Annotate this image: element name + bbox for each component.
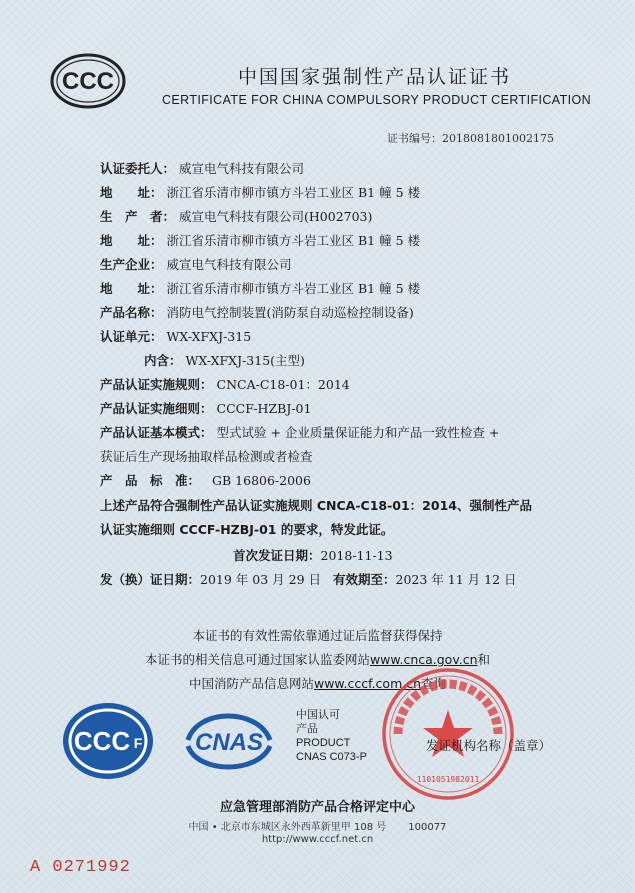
title-en: CERTIFICATE FOR CHINA COMPULSORY PRODUCT CERTIFICATION (162, 93, 592, 107)
mode-value-line1: 型式试验 + 企业质量保证能力和产品一致性检查 + (216, 425, 500, 440)
accred-line1: 中国认可 (296, 709, 340, 721)
issue-label: 发（换）证日期： (100, 572, 201, 587)
mode-row-2 (100, 447, 313, 465)
mode-value-line2: 获证后生产现场抽取样品检测或者检查 (100, 449, 313, 464)
org-address: 中国 • 北京市东城区永外西革新里甲 108 号 (188, 822, 387, 833)
factory-label: 生产企业： (100, 257, 163, 272)
notice-line3-prefix: 中国消防产品信息网站 (188, 676, 314, 691)
standard-label: 产 品 标 准： (100, 473, 201, 488)
cert-number-label: 证书编号： (387, 132, 442, 145)
factory-row (100, 255, 292, 273)
standard-value: GB 16806-2006 (212, 473, 311, 488)
unit-value: WX-XFXJ-315 (166, 329, 252, 344)
issue-row (100, 570, 517, 588)
mode-label: 产品认证基本模式： (100, 425, 213, 440)
org-address-line (0, 818, 635, 833)
address2-label: 地 址： (100, 233, 163, 248)
applicant-label: 认证委托人： (100, 161, 176, 176)
address2-row (100, 231, 420, 249)
cnas-logo-text: CNAS (194, 729, 264, 756)
accred-line2: 产品 (296, 723, 318, 735)
valid-value: 2023 年 11 月 12 日 (395, 572, 517, 587)
org-postcode: 100077 (408, 822, 447, 833)
address3-value: 浙江省乐清市柳市镇方斗岩工业区 B1 幢 5 楼 (166, 281, 421, 296)
serial-number: A 0271992 (30, 858, 131, 877)
rule-row (100, 375, 350, 393)
issue-value: 2019 年 03 月 29 日 (200, 572, 322, 587)
notice-line2-prefix: 本证书的相关信息可通过国家认监委网站 (144, 652, 370, 667)
cnca-link[interactable]: www.cnca.gov.cn (369, 652, 478, 667)
valid-label: 有效期至： (333, 572, 396, 587)
cnas-logo-icon (178, 700, 280, 780)
contains-label: 内含： (144, 353, 182, 368)
applicant-value: 威宣电气科技有限公司 (179, 161, 305, 176)
manufacturer-row (100, 207, 372, 225)
cccf-link[interactable]: www.cccf.com.cn (313, 676, 422, 691)
official-seal-icon (378, 664, 518, 804)
cccf-logo-f: F (133, 735, 143, 751)
ccc-logo-icon (48, 52, 128, 110)
statement-line1: 上述产品符合强制性产品认证实施规则 CNCA-C18-01：2014、强制性产品 (100, 498, 532, 513)
ccc-logo-text: CCC (62, 68, 114, 95)
notice-line3-suffix: 查询 (421, 676, 447, 691)
product-row (100, 303, 414, 321)
issuer-label: 发证机构名称（盖章） (426, 738, 552, 753)
seal-id-text: 1101051982011 (416, 775, 480, 784)
address1-value: 浙江省乐清市柳市镇方斗岩工业区 B1 幢 5 楼 (166, 185, 421, 200)
first-issue-value: 2018-11-13 (320, 548, 393, 563)
contains-row (144, 351, 305, 369)
statement-line2: 认证实施细则 CCCF-HZBJ-01 的要求，特发此证。 (100, 522, 394, 537)
detail-row (100, 399, 311, 417)
unit-label: 认证单元： (100, 329, 163, 344)
factory-value: 威宣电气科技有限公司 (166, 257, 292, 272)
detail-label: 产品认证实施细则： (100, 401, 213, 416)
product-value: 消防电气控制装置(消防泵自动巡检控制设备) (166, 305, 414, 320)
rule-value: CNCA-C18-01：2014 (216, 377, 350, 392)
address1-label: 地 址： (100, 185, 163, 200)
title-cn: 中国国家强制性产品认证证书 (238, 66, 512, 88)
cert-number (387, 130, 554, 146)
cert-number-value: 2018081801002175 (442, 132, 554, 145)
address1-row (100, 183, 420, 201)
org-website[interactable]: http://www.cccf.net.cn (261, 834, 374, 845)
address2-value: 浙江省乐清市柳市镇方斗岩工业区 B1 幢 5 楼 (166, 233, 421, 248)
address3-label: 地 址： (100, 281, 163, 296)
issuing-org: 应急管理部消防产品合格评定中心 (219, 800, 415, 815)
first-issue-label: 首次发证日期： (233, 548, 321, 563)
manufacturer-label: 生 产 者： (100, 209, 176, 224)
contains-value: WX-XFXJ-315(主型) (185, 353, 305, 368)
first-issue-row (233, 546, 393, 564)
notice-line2 (0, 650, 635, 668)
notice-line3 (0, 674, 635, 692)
detail-value: CCCF-HZBJ-01 (216, 401, 312, 416)
cccf-logo-icon (60, 700, 156, 782)
notice-line2-suffix: 和 (477, 652, 491, 667)
manufacturer-value: 威宣电气科技有限公司(H002703) (179, 209, 373, 224)
accred-line4: CNAS C073-P (296, 751, 367, 763)
accreditation-block (296, 708, 367, 764)
rule-label: 产品认证实施规则： (100, 377, 213, 392)
standard-row (100, 471, 311, 489)
notice-line1: 本证书的有效性需依靠通过证后监督获得保持 (192, 628, 443, 643)
unit-row (100, 327, 251, 345)
address3-row (100, 279, 420, 297)
cccf-logo-text: CCC (73, 726, 131, 756)
accred-line3: PRODUCT (296, 737, 351, 749)
mode-row (100, 423, 499, 441)
product-label: 产品名称： (100, 305, 163, 320)
applicant-row (100, 159, 304, 177)
